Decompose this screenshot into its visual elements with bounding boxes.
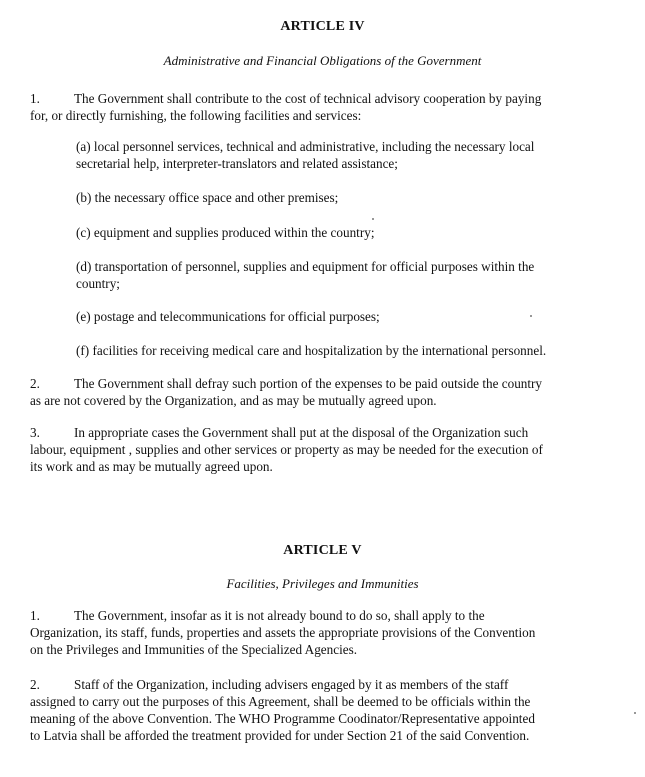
paragraph-line: The Government, insofar as it is not already bound to do so, shall apply to the <box>74 608 485 623</box>
paragraph-line: The Government shall defray such portion of the expenses to be paid outside the country <box>74 376 543 391</box>
article-iv-paragraph-3 <box>30 424 612 475</box>
list-item-d <box>76 258 616 292</box>
list-item-b <box>76 189 616 206</box>
paragraph-number: 3. <box>30 425 40 440</box>
list-item-e <box>76 308 616 325</box>
list-item-line: (f) facilities for receiving medical care and hospitalization by the international personnel. <box>76 343 547 358</box>
list-item-line: (d) transportation of personnel, supplies and equipment for official purposes within the <box>76 259 535 274</box>
paragraph-line: on the Privileges and Immunities of the Specialized Agencies. <box>30 642 358 657</box>
list-item-line: (b) the necessary office space and other premises; <box>76 190 339 205</box>
article-v-subtitle: Facilities, Privileges and Immunities <box>226 576 419 591</box>
list-item-c <box>76 224 616 241</box>
paragraph-line: In appropriate cases the Government shall put at the disposal of the Organization such <box>74 425 529 440</box>
paragraph-line: for, or directly furnishing, the following facilities and services: <box>30 108 362 123</box>
article-v-title: ARTICLE V <box>283 543 362 558</box>
article-iv-title: ARTICLE IV <box>280 19 365 34</box>
list-item-f <box>76 342 616 359</box>
article-iv-paragraph-1 <box>30 90 612 124</box>
paragraph-line: as are not covered by the Organization, and as may be mutually agreed upon. <box>30 393 437 408</box>
list-item-line: secretarial help, interpreter-translators and related assistance; <box>76 156 398 171</box>
paragraph-line: its work and as may be mutually agreed upon. <box>30 459 273 474</box>
scan-speck <box>530 315 532 317</box>
paragraph-line: labour, equipment , supplies and other services or property as may be needed for the execution of <box>30 442 543 457</box>
list-item-line: country; <box>76 276 120 291</box>
paragraph-line: The Government shall contribute to the cost of technical advisory cooperation by paying <box>74 91 542 106</box>
paragraph-number: 2. <box>30 376 40 391</box>
article-iv-paragraph-2 <box>30 375 612 409</box>
list-item-line: (e) postage and telecommunications for official purposes; <box>76 309 380 324</box>
scan-speck <box>372 218 374 220</box>
paragraph-number: 2. <box>30 677 40 692</box>
paragraph-line: Organization, its staff, funds, properties and assets the appropriate provisions of the Convention <box>30 625 536 640</box>
article-v-paragraph-2 <box>30 676 612 744</box>
list-item-line: (c) equipment and supplies produced within the country; <box>76 225 375 240</box>
paragraph-line: meaning of the above Convention. The WHO Programme Coodinator/Representative appointed <box>30 711 535 726</box>
article-v-paragraph-1 <box>30 607 612 658</box>
article-iv-subtitle: Administrative and Financial Obligations of the Government <box>163 53 482 68</box>
paragraph-line: to Latvia shall be afforded the treatment provided for under Section 21 of the said Convention. <box>30 728 530 743</box>
list-item-a <box>76 138 616 172</box>
scan-speck <box>634 712 636 714</box>
paragraph-line: Staff of the Organization, including advisers engaged by it as members of the staff <box>74 677 509 692</box>
list-item-line: (a) local personnel services, technical and administrative, including the necessary local <box>76 139 535 154</box>
paragraph-number: 1. <box>30 91 40 106</box>
paragraph-number: 1. <box>30 608 40 623</box>
paragraph-line: assigned to carry out the purposes of this Agreement, shall be deemed to be officials within the <box>30 694 531 709</box>
